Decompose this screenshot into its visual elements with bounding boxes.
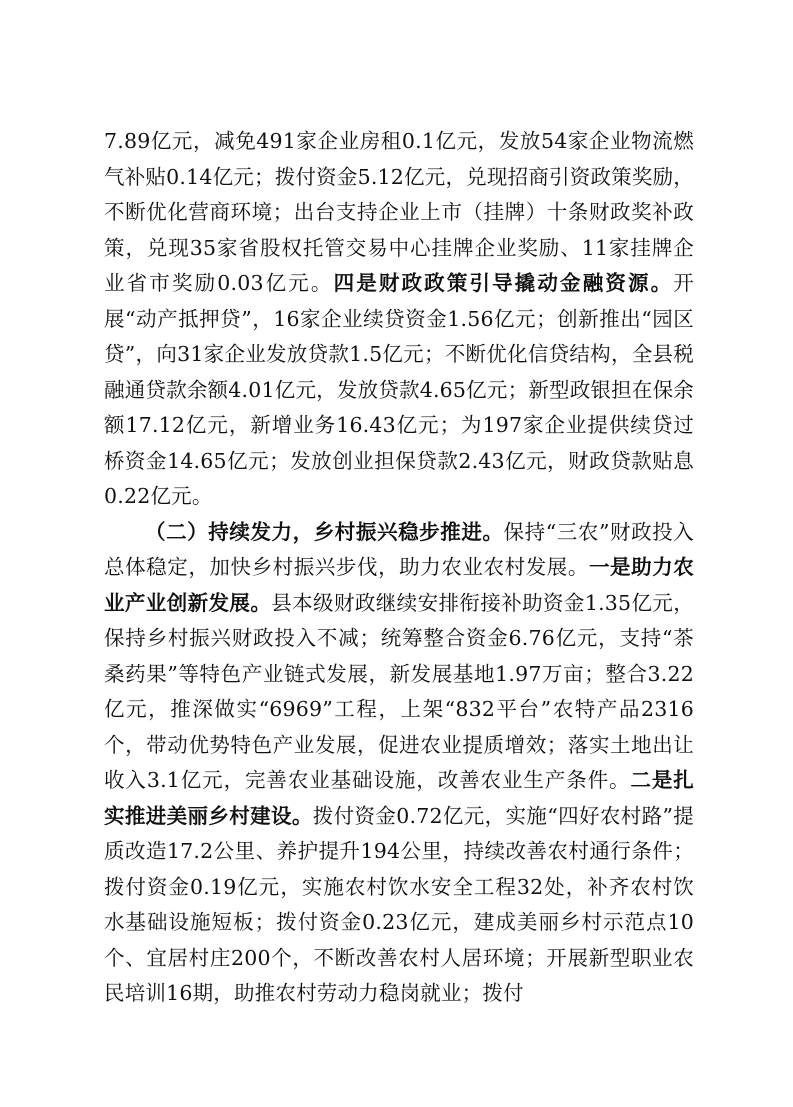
bold-heading-run: 一是助力农业产业创新发展。 — [104, 555, 694, 615]
body-text — [104, 124, 694, 1012]
text-run: 7.89亿元，减免491家企业房租0.1亿元，发放54家企业物流燃气补贴0.14亿元；拨付资金5.12亿元，兑现招商引资政策奖励，不断优化营商环境；出台支持企业上市（挂牌）十条财政奖补政策，兑现35家省股权托管交易中心挂牌企业奖励、11家挂牌企业省市奖励0.03亿元。 — [104, 129, 694, 295]
text-run: 县本级财政继续安排衔接补助资金1.35亿元，保持乡村振兴财政投入不减；统筹整合资金6.76亿元，支持“茶桑药果”等特色产业链式发展，新发展基地1.97万亩；整合3.22亿元，推深做实“6969”工程，上架“832平台”农特产品2316个，带动优势特色产业发展，促进农业提质增效；落实土地出让收入3.1亿元，完善农业基础设施，改善农业生产条件。 — [104, 590, 694, 792]
paragraph-2 — [104, 515, 694, 1012]
text-run: 拨付资金0.72亿元，实施“四好农村路”提质改造17.2公里、养护提升194公里，持续改善农村通行条件；拨付资金0.19亿元，实施农村饮水安全工程32处，补齐农村饮水基础设施短板；拨付资金0.23亿元，建成美丽乡村示范点10个、宜居村庄200个，不断改善农村人居环境；开展新型职业农民培训16期，助推农村劳动力稳岗就业；拨付 — [104, 803, 695, 1005]
bold-heading-run: 四是财政政策引导撬动金融资源。 — [333, 271, 674, 295]
paragraph-1 — [104, 124, 694, 515]
text-run: 保持“三农”财政投入总体稳定，加快乡村振兴步伐，助力农业农村发展。 — [104, 519, 694, 579]
bold-heading-run: 二是扎实推进美丽乡村建设。 — [104, 768, 694, 828]
text-run: 开展“动产抵押贷”，16家企业续贷资金1.56亿元；创新推出“园区贷”，向31家企业发放贷款1.5亿元；不断优化信贷结构，全县税融通贷款余额4.01亿元，发放贷款4.65亿元；新型政银担在保余额17.12亿元，新增业务16.43亿元；为197家企业提供续贷过桥资金14.65亿元；发放创业担保贷款2.43亿元，财政贷款贴息0.22亿元。 — [104, 271, 694, 508]
section-heading-run: （二）持续发力，乡村振兴稳步推进。 — [145, 519, 504, 544]
